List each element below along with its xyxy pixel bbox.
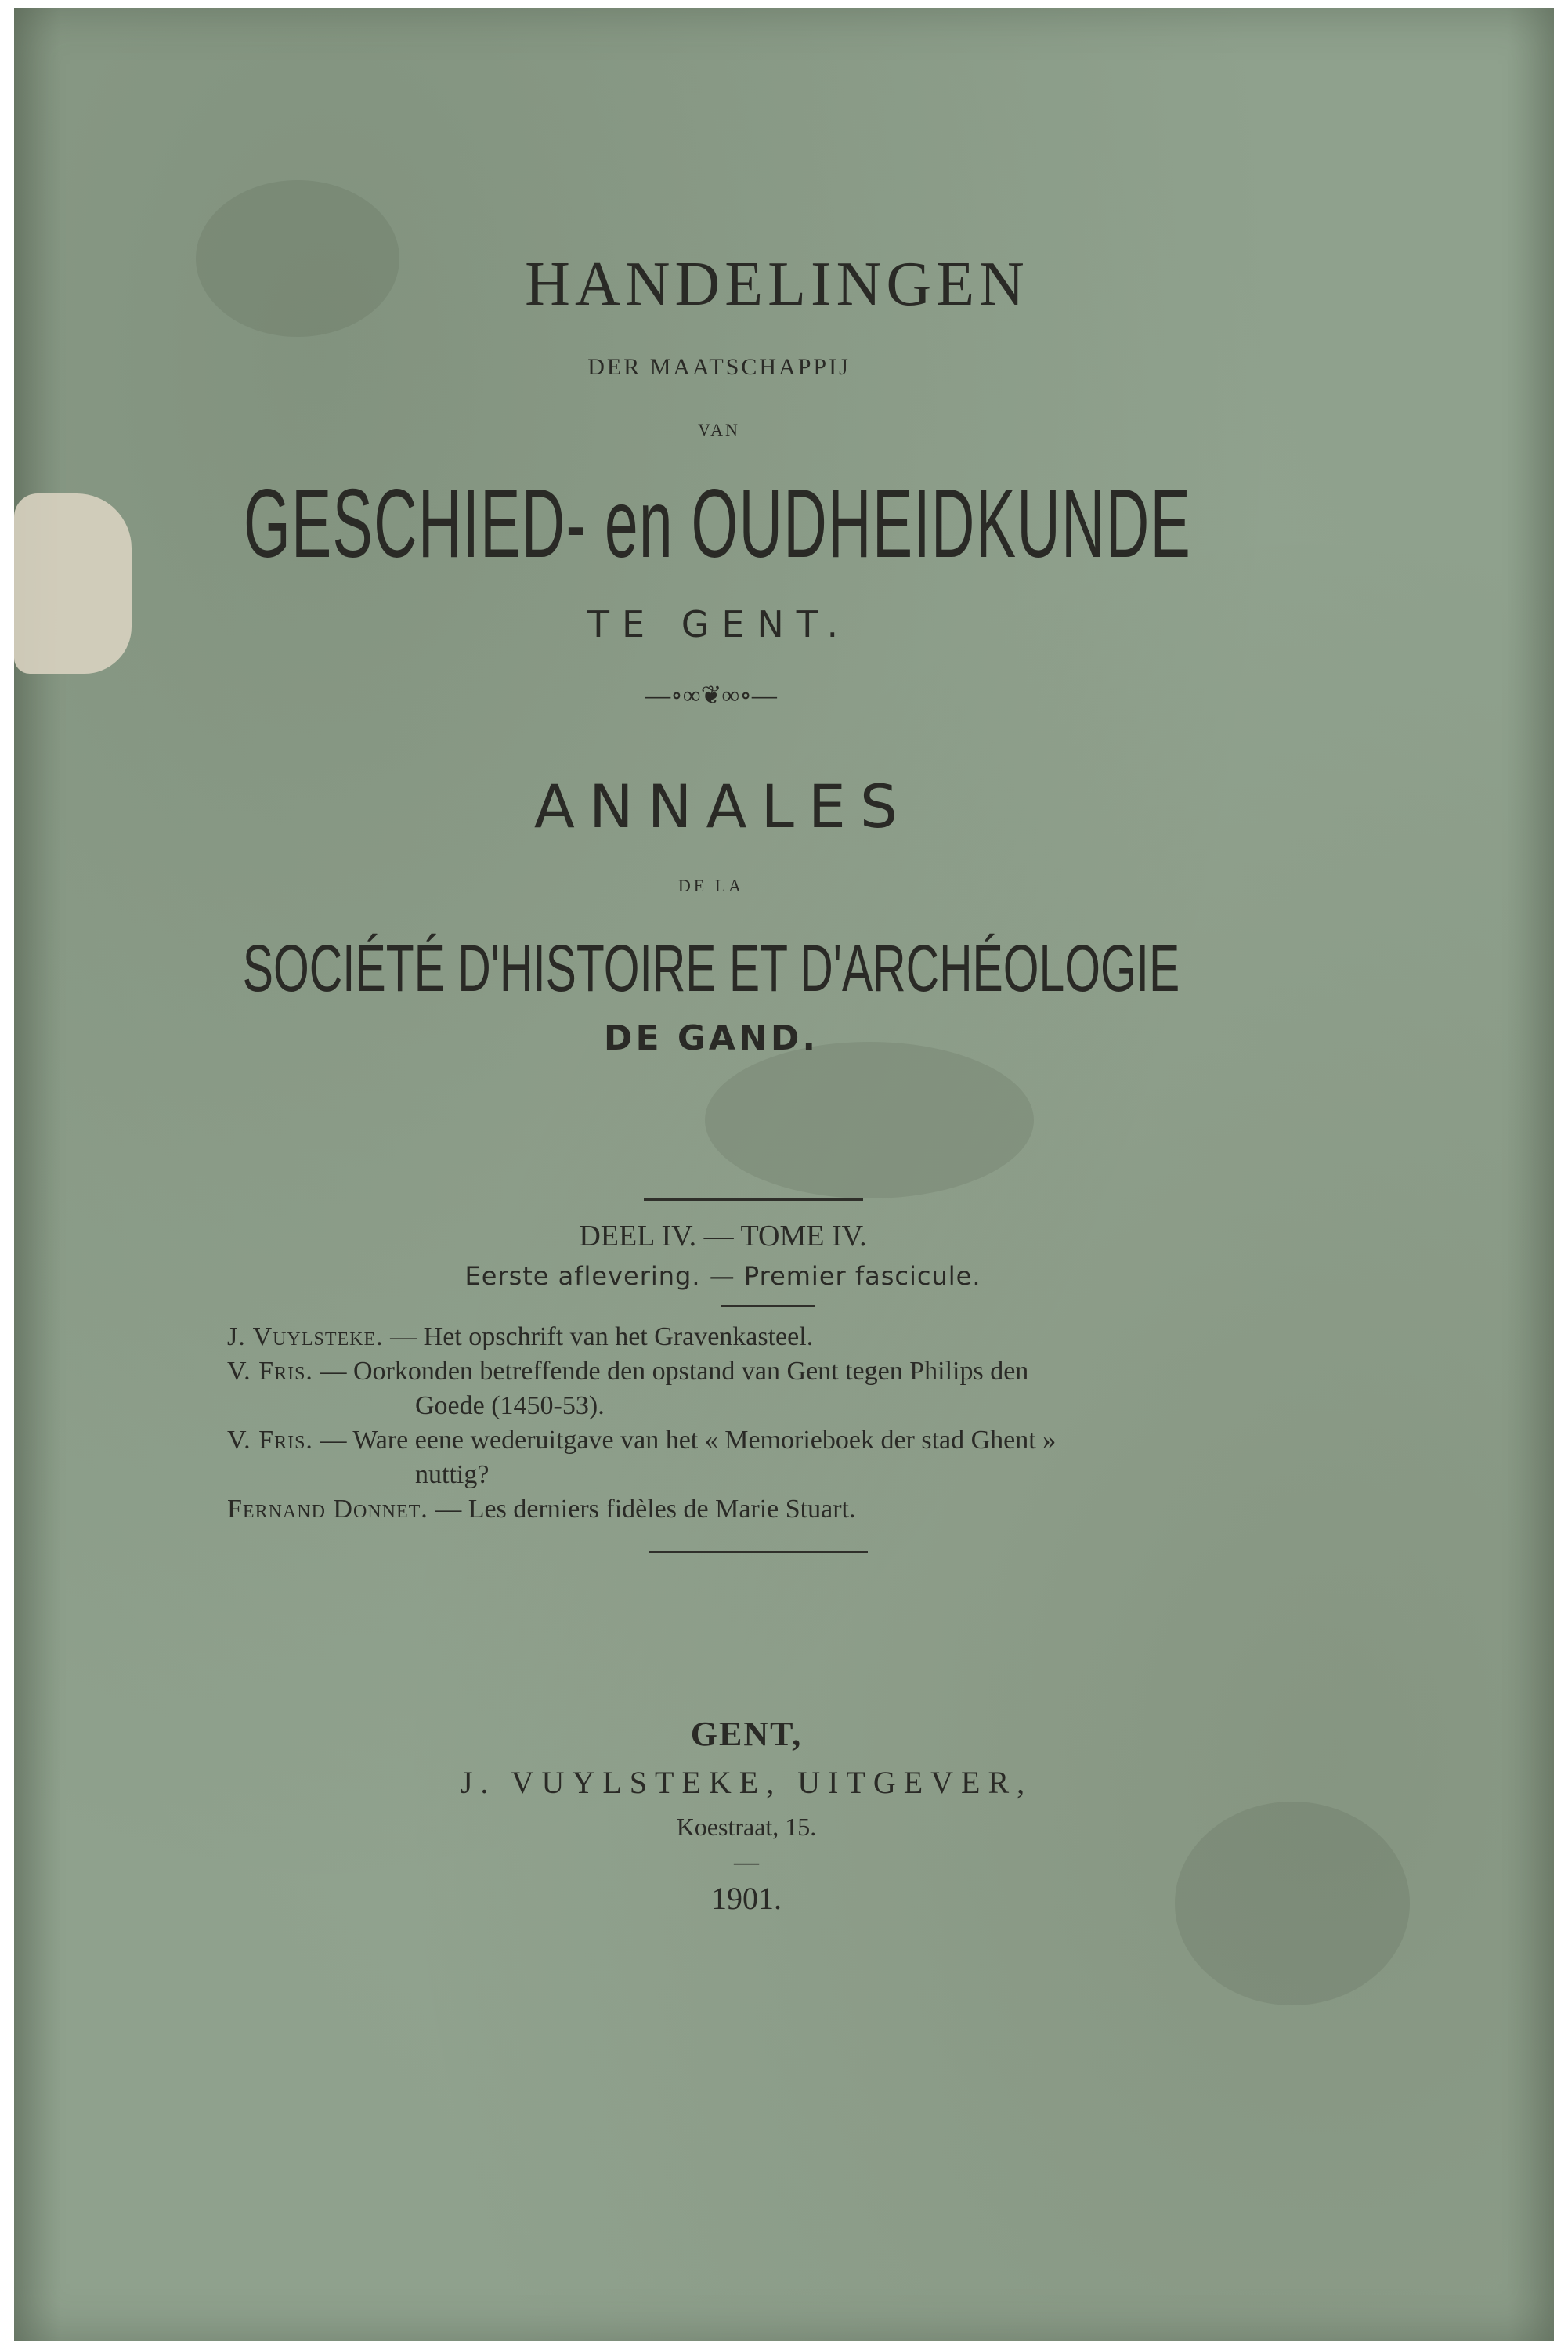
dutch-city: TE GENT. <box>587 603 851 645</box>
entry-title: — Het opschrift van het Gravenkasteel. <box>390 1322 814 1351</box>
french-title: ANNALES <box>533 772 912 841</box>
entry-title: — Oorkonden betreffende den opstand van Gent tegen Philips den <box>320 1357 1029 1386</box>
stain <box>705 1042 1034 1198</box>
dutch-society-name: GESCHIED- en OUDHEIDKUNDE <box>243 470 1192 578</box>
contents-entry <box>227 1354 1308 1423</box>
publisher-name: J. VUYLSTEKE, UITGEVER, <box>460 1765 1033 1800</box>
publisher-address: Koestraat, 15. <box>676 1813 817 1841</box>
publisher-city: GENT, <box>690 1715 803 1753</box>
french-city: DE GAND. <box>603 1018 819 1058</box>
entry-author: V. Fris. <box>227 1357 313 1386</box>
dutch-title: HANDELINGEN <box>525 250 1029 319</box>
dutch-van: VAN <box>698 420 740 439</box>
entry-continuation: Goede (1450-53). <box>415 1391 605 1420</box>
entry-title: — Les derniers fidèles de Marie Stuart. <box>435 1495 856 1524</box>
divider-rule <box>649 1551 868 1553</box>
entry-author: J. Vuylsteke. <box>227 1322 384 1351</box>
ornament-divider: —∘∞❦∞∘— <box>645 681 777 709</box>
entry-title: — Ware eene wederuitgave van het « Memorieboek der stad Ghent » <box>320 1426 1057 1455</box>
publication-year: 1901. <box>711 1881 782 1916</box>
dutch-society-line: DER MAATSCHAPPIJ <box>587 354 851 380</box>
french-de-la: DE LA <box>677 876 745 895</box>
contents-list <box>227 1320 1308 1527</box>
torn-spine-patch <box>14 494 132 674</box>
entry-author: Fernand Donnet. <box>227 1495 428 1524</box>
contents-entry <box>227 1320 1308 1354</box>
french-society-name: SOCIÉTÉ D'HISTOIRE ET D'ARCHÉOLOGIE <box>242 931 1180 1005</box>
year-dash: — <box>734 1847 759 1875</box>
issue-line: Eerste aflevering. — Premier fascicule. <box>464 1261 981 1291</box>
volume-line: DEEL IV. — TOME IV. <box>579 1220 867 1253</box>
contents-entry <box>227 1423 1308 1492</box>
divider-rule <box>721 1305 815 1307</box>
entry-continuation: nuttig? <box>415 1460 490 1489</box>
entry-author: V. Fris. <box>227 1426 313 1455</box>
contents-entry <box>227 1492 1308 1527</box>
divider-rule <box>644 1198 863 1201</box>
